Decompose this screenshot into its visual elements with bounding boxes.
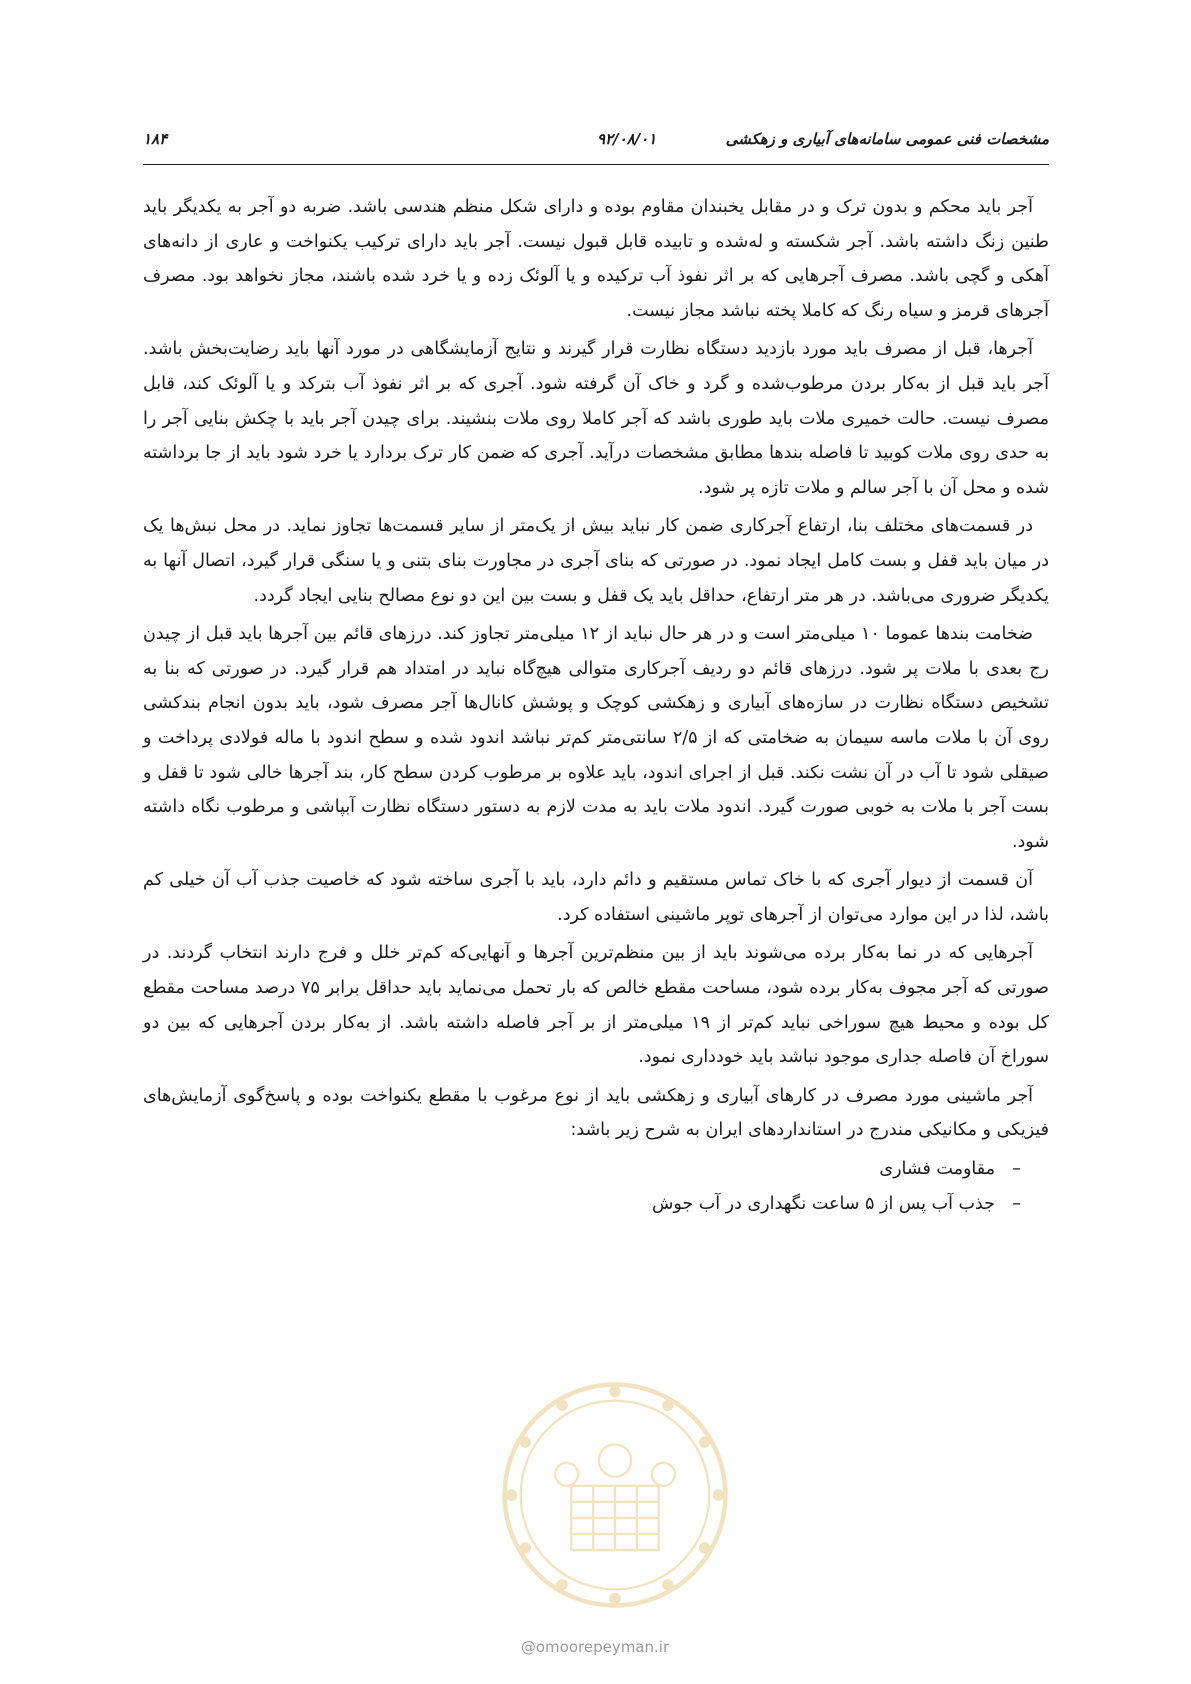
page-header xyxy=(143,126,1049,156)
list-item-text: جذب آب پس از ۵ ساعت نگهداری در آب جوش xyxy=(651,1193,995,1214)
paragraph: آن قسمت از دیوار آجری که با خاک تماس مستقیم و دائم دارد، باید با آجری ساخته شود که خاصیت جذب آب آن خیلی کم باشد، لذا در این موارد می‌توان از آجرهای توپر ماشینی استفاده کرد. xyxy=(143,870,1049,925)
list-item xyxy=(143,1187,1021,1222)
list-item-text: مقاومت فشاری xyxy=(879,1159,995,1180)
list-item xyxy=(143,1152,1021,1187)
paragraph: ضخامت بندها عموما ۱۰ میلی‌متر است و در هر حال نباید از ۱۲ میلی‌متر تجاوز کند. درزهای قائم بین آجرها باید قبل از چیدن رج بعدی با ملات پر شود. درزهای قائم دو ردیف آجرکاری متوالی هیچ‌گاه نباید در امتداد هم قرار گیرد. در صورتی که بنا به تشخیص دستگاه نظارت در سازه‌های آبیاری و زهکشی کوچک و پوشش کانال‌ها آجر مصرف شود، باید بدون انجام بندکشی روی آن با ملات ماسه سیمان به ضخامتی که از ۲/۵ سانتی‌متر کم‌تر نباشد اندود شده و سطح اندود با ماله فولادی پرداخت و صیقلی شود تا آب در آن نشت نکند. قبل از اجرای اندود، باید علاوه بر مرطوب کردن سطح کار، بند آجرها خالی شود تا قفل و بست آجر با ملات به خوبی صورت گیرد. اندود ملات باید به مدت لازم به دستور دستگاه نظارت آبپاشی و مرطوب نگاه داشته شود. xyxy=(143,624,1050,852)
paragraph: در قسمت‌های مختلف بنا، ارتفاع آجرکاری ضمن کار نباید بیش از یک‌متر از سایر قسمت‌ها تجاوز نماید. در محل نبش‌ها یک در میان باید قفل و بست کامل ایجاد نمود. در صورتی که بنای آجری در مجاورت بنای بتنی و یا سنگی قرار گیرد، اتصال آنها به یکدیگر ضروری می‌باشد. در هر متر ارتفاع، حداقل باید یک قفل و بست بین این دو نوع مصالح بنایی ایجاد گردد. xyxy=(143,516,1049,606)
document-date: ۹۲/۰۸/۰۱ xyxy=(597,130,657,148)
watermark-url: @omoorepeyman.ir xyxy=(520,1638,670,1656)
header-divider xyxy=(143,164,1049,165)
paragraph: آجرهایی که در نما به‌کار برده می‌شوند باید از بین منظم‌ترین آجرها و آنهایی‌که کم‌تر خلل و فرج دارند انتخاب گردند. در صورتی که آجر مجوف به‌کار برده شود، مساحت مقطع خالص که بار تحمل می‌نماید باید حداقل برابر ۷۵ درصد مساحت مقطع کل بوده و محیط هیچ سوراخی نباید کم‌تر از ۱۹ میلی‌متر از بر آجر فاصله داشته باشد. از به‌کار بردن آجرهایی که بین دو سوراخ آن فاصله جداری موجود نباشد باید خودداری نمود. xyxy=(143,943,1049,1068)
watermark-seal-icon xyxy=(500,1380,730,1610)
paragraph: آجر باید محکم و بدون ترک و در مقابل یخبندان مقاوم بوده و دارای شکل منظم هندسی باشد. ضربه دو آجر به یکدیگر باید طنین زنگ داشته باشد. آجر شکسته و له‌شده و تابیده قابل قبول نیست. آجر باید دارای ترکیب یکنواخت و عاری از دانه‌های آهکی و گچی باشد. مصرف آجرهایی که بر اثر نفوذ آب ترکیده و یا آلوئک زده و یا خرد شده باشند، مجاز نخواهد بود. مصرف آجرهای قرمز و سیاه رنگ که کاملا پخته نباشد مجاز نیست. xyxy=(143,197,1049,321)
bullet-dash: – xyxy=(1012,1193,1021,1214)
page-body xyxy=(143,190,1049,1221)
page-number: ۱۸۴ xyxy=(143,130,168,148)
document-title: مشخصات فنی عمومی سامانه‌های آبیاری و زهکشی xyxy=(725,130,1049,148)
bullet-dash: – xyxy=(1012,1159,1021,1180)
test-list xyxy=(143,1152,1049,1221)
paragraph: آجر ماشینی مورد مصرف در کارهای آبیاری و زهکشی باید از نوع مرغوب با مقطع یکنواخت بوده و پاسخ‌گوی آزمایش‌های فیزیکی و مکانیکی مندرج در استانداردهای ایران به شرح زیر باشد: xyxy=(143,1085,1049,1141)
paragraph: آجرها، قبل از مصرف باید مورد بازدید دستگاه نظارت قرار گیرند و نتایج آزمایشگاهی در مورد آنها باید رضایت‌بخش باشد. آجر باید قبل از به‌کار بردن مرطوب‌شده و گرد و خاک آن گرفته شود. آجری که بر اثر نفوذ آب بترکد و یا آلوئک کند، قابل مصرف نیست. حالت خمیری ملات باید طوری باشد که آجر کاملا روی ملات بنشیند. برای چیدن آجر باید با چکش بنایی آجر را به حدی روی ملات کوبید تا فاصله بندها مطابق مشخصات درآید. آجری که ضمن کار ترک بردارد یا خرد شود باید از جا برداشته شده و محل آن با آجر سالم و ملات تازه پر شود. xyxy=(143,339,1049,498)
